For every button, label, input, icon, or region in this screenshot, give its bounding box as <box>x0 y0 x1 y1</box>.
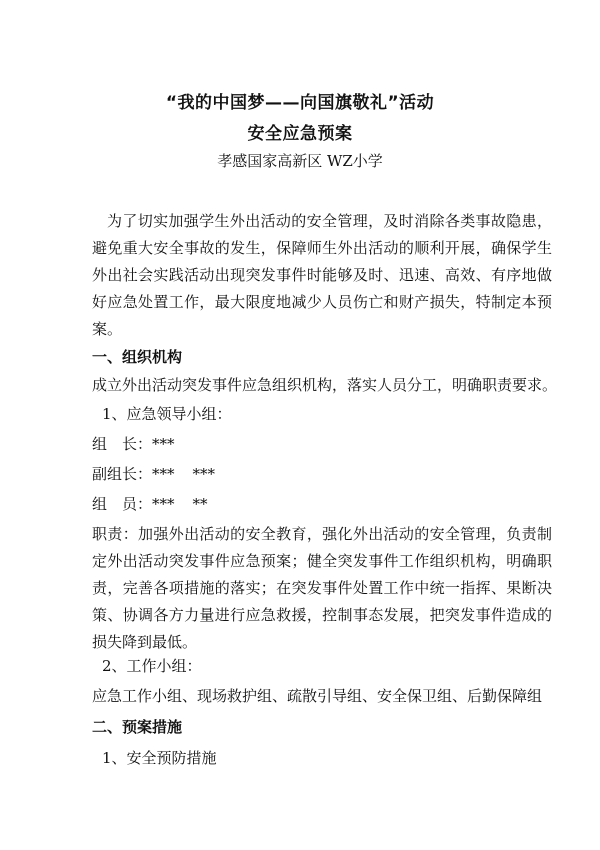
deputy-value: *** <box>152 465 175 483</box>
work-groups-list: 应急工作小组、现场救护组、疏散引导组、安全保卫组、后勤保障组 <box>92 687 543 705</box>
document-title: “我的中国梦——向国旗敬礼”活动 <box>165 93 435 113</box>
deputy-row <box>92 463 215 484</box>
deputy-value: *** <box>192 465 216 483</box>
document-subtitle: 安全应急预案 <box>247 124 353 144</box>
duty-paragraph: 职责：加强外出活动的安全教育，强化外出活动的安全管理，负责制定外出活动突发事件应急预案；健全突发事件工作组织机构，明确职责，完善各项措施的落实；在突发事件处置工作中统一指挥、果断决策、协调各方力量进行应急救援，控制事态发展，把突发事件造成的损失降到最低。 <box>92 525 552 651</box>
member-label: 组 员： <box>92 495 153 513</box>
school-name: 孝感国家高新区 WZ小学 <box>217 152 383 170</box>
section-heading-measures: 二、预案措施 <box>92 718 183 736</box>
organization-text: 成立外出活动突发事件应急组织机构，落实人员分工，明确职责要求。 <box>92 376 558 394</box>
deputy-label: 副组长： <box>92 465 153 483</box>
intro-paragraph: 为了切实加强学生外出活动的安全管理，及时消除各类事故隐患，避免重大安全事故的发生，保障师生外出活动的顺利开展，确保学生外出社会实践活动出现突发事件时能够及时、迅速、高效、有序地做好应急处置工作，最大限度地减少人员伤亡和财产损失，特制定本预案。 <box>92 212 552 338</box>
member-value: *** <box>152 495 175 513</box>
item-work-groups: 2、工作小组： <box>102 657 202 675</box>
leader-label: 组 长： <box>92 435 153 453</box>
item-emergency-leadership: 1、应急领导小组： <box>102 405 232 423</box>
item-safety-prevention: 1、安全预防措施 <box>102 749 217 767</box>
leader-value: *** <box>152 435 175 453</box>
leader-row <box>92 433 175 454</box>
member-value: ** <box>192 495 208 513</box>
member-row <box>92 493 208 514</box>
section-heading-organization: 一、组织机构 <box>92 348 183 366</box>
